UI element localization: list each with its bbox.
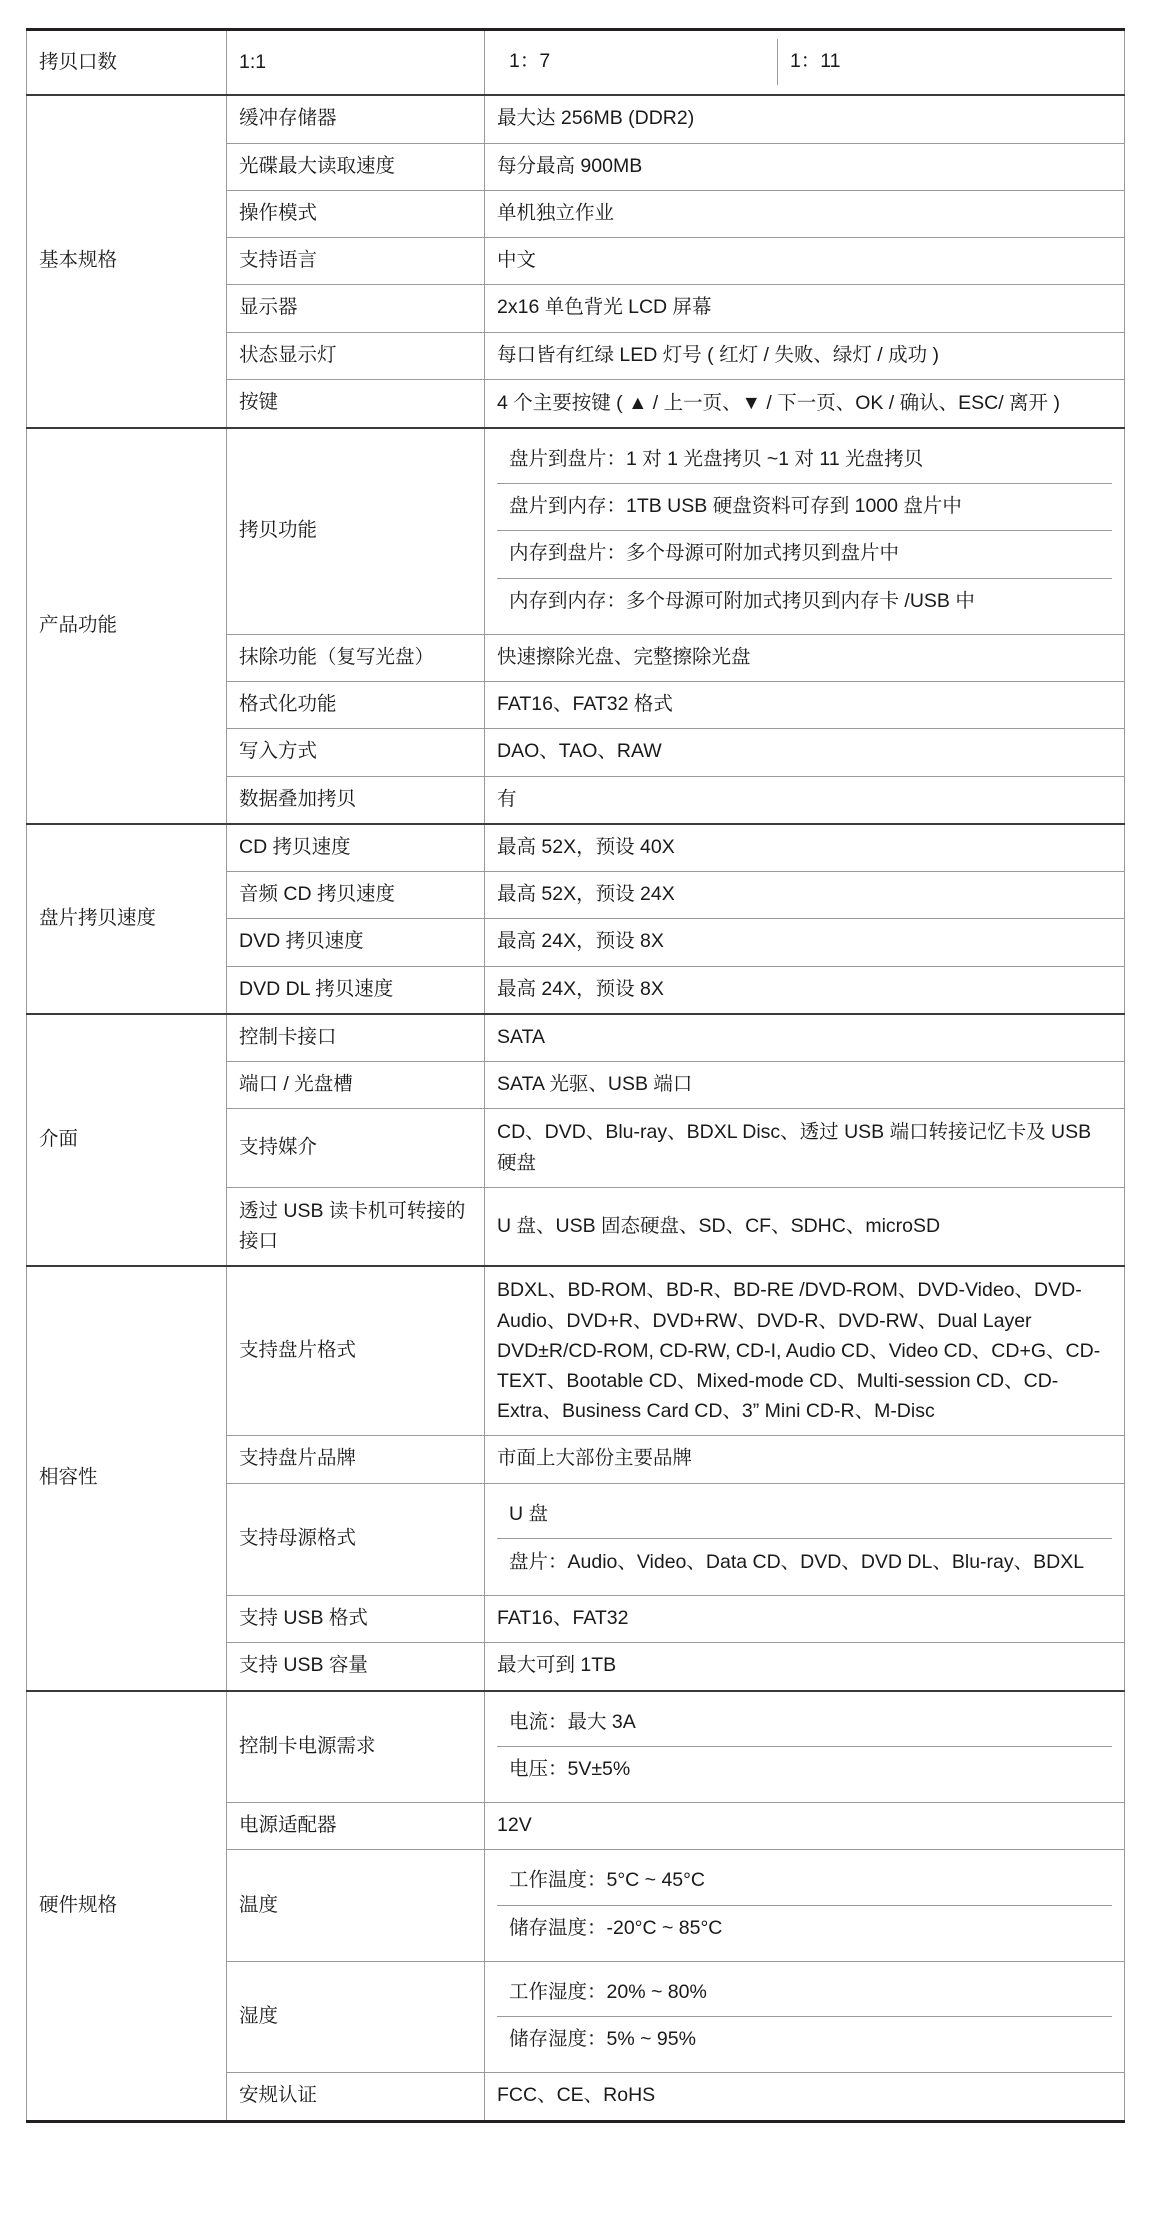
header-ports-split xyxy=(497,39,1112,85)
item-label: 写入方式 xyxy=(227,729,485,776)
subvalue-row xyxy=(497,1492,1112,1539)
item-value: CD、DVD、Blu-ray、BDXL Disc、透过 USB 端口转接记忆卡及 USB 硬盘 xyxy=(485,1109,1125,1187)
table-row xyxy=(27,1691,1125,1803)
subvalue: 储存温度：-20°C ~ 85°C xyxy=(497,1905,1112,1952)
item-value-group xyxy=(485,428,1125,635)
item-value: 2x16 单色背光 LCD 屏幕 xyxy=(485,285,1125,332)
item-value-group xyxy=(485,1850,1125,1962)
subvalue: 盘片到内存：1TB USB 硬盘资料可存到 1000 盘片中 xyxy=(497,484,1112,531)
item-value: DAO、TAO、RAW xyxy=(485,729,1125,776)
item-label: 电源适配器 xyxy=(227,1803,485,1850)
item-label: 支持 USB 容量 xyxy=(227,1643,485,1691)
table-row xyxy=(27,1014,1125,1062)
header-port-11: 1：11 xyxy=(777,39,1112,85)
item-value: 中文 xyxy=(485,238,1125,285)
item-label: 状态显示灯 xyxy=(227,332,485,379)
header-label: 拷贝口数 xyxy=(27,30,227,96)
subvalue-row xyxy=(497,1858,1112,1905)
subvalue: 内存到盘片：多个母源可附加式拷贝到盘片中 xyxy=(497,531,1112,578)
subvalue-list xyxy=(497,1970,1112,2064)
item-value: 有 xyxy=(485,776,1125,824)
item-value: 最高 52X，预设 24X xyxy=(485,872,1125,919)
subvalue-row xyxy=(497,1905,1112,1952)
item-label: CD 拷贝速度 xyxy=(227,824,485,872)
subvalue-row xyxy=(497,578,1112,625)
subvalue-row xyxy=(497,484,1112,531)
subvalue-row xyxy=(497,1746,1112,1793)
table-row xyxy=(27,95,1125,143)
item-label: 操作模式 xyxy=(227,190,485,237)
item-label: 抹除功能（复写光盘） xyxy=(227,634,485,681)
item-value: FAT16、FAT32 格式 xyxy=(485,682,1125,729)
subvalue-row xyxy=(497,437,1112,484)
item-value: 最大可到 1TB xyxy=(485,1643,1125,1691)
item-label: 支持媒介 xyxy=(227,1109,485,1187)
item-value: SATA xyxy=(485,1014,1125,1062)
item-value-group xyxy=(485,1961,1125,2073)
subvalue-list xyxy=(497,437,1112,625)
subvalue-row xyxy=(497,531,1112,578)
section-label-interface: 介面 xyxy=(27,1014,227,1266)
section-label-copy-speed: 盘片拷贝速度 xyxy=(27,824,227,1014)
item-value: 每口皆有红绿 LED 灯号 ( 红灯 / 失败、绿灯 / 成功 ) xyxy=(485,332,1125,379)
item-label: 数据叠加拷贝 xyxy=(227,776,485,824)
section-label-compatibility: 相容性 xyxy=(27,1266,227,1690)
item-value-group xyxy=(485,1691,1125,1803)
spec-table-body xyxy=(27,30,1125,2122)
header-ports-row xyxy=(497,39,1112,85)
subvalue-list xyxy=(497,1492,1112,1586)
item-label: 湿度 xyxy=(227,1961,485,2073)
item-value: 12V xyxy=(485,1803,1125,1850)
item-label: DVD DL 拷贝速度 xyxy=(227,966,485,1014)
item-value-group xyxy=(485,1483,1125,1595)
item-value: 最高 52X，预设 40X xyxy=(485,824,1125,872)
item-label: 控制卡接口 xyxy=(227,1014,485,1062)
item-label: DVD 拷贝速度 xyxy=(227,919,485,966)
item-value: 最高 24X，预设 8X xyxy=(485,966,1125,1014)
section-label-basic: 基本规格 xyxy=(27,95,227,428)
subvalue: 盘片：Audio、Video、Data CD、DVD、DVD DL、Blu-ray、BDXL xyxy=(497,1538,1112,1586)
item-label: 按键 xyxy=(227,379,485,428)
subvalue-row xyxy=(497,1970,1112,2017)
item-label: 控制卡电源需求 xyxy=(227,1691,485,1803)
item-value: SATA 光驱、USB 端口 xyxy=(485,1062,1125,1109)
item-value: 每分最高 900MB xyxy=(485,143,1125,190)
header-ports-group xyxy=(485,30,1125,96)
item-label: 支持母源格式 xyxy=(227,1483,485,1595)
subvalue: 内存到内存：多个母源可附加式拷贝到内存卡 /USB 中 xyxy=(497,578,1112,625)
item-label: 拷贝功能 xyxy=(227,428,485,635)
subvalue-row xyxy=(497,1700,1112,1747)
item-value: 最大达 256MB (DDR2) xyxy=(485,95,1125,143)
item-label: 端口 / 光盘槽 xyxy=(227,1062,485,1109)
subvalue: 电压：5V±5% xyxy=(497,1746,1112,1793)
header-port-7: 1：7 xyxy=(497,39,777,85)
subvalue-row xyxy=(497,2017,1112,2064)
specification-table xyxy=(26,28,1125,2123)
header-port-1: 1:1 xyxy=(227,30,485,96)
item-label: 显示器 xyxy=(227,285,485,332)
subvalue-list xyxy=(497,1700,1112,1794)
item-label: 支持 USB 格式 xyxy=(227,1596,485,1643)
item-value: FAT16、FAT32 xyxy=(485,1596,1125,1643)
item-label: 支持盘片品牌 xyxy=(227,1436,485,1483)
item-label: 格式化功能 xyxy=(227,682,485,729)
table-header-row xyxy=(27,30,1125,96)
item-label: 光碟最大读取速度 xyxy=(227,143,485,190)
subvalue: 盘片到盘片：1 对 1 光盘拷贝 ~1 对 11 光盘拷贝 xyxy=(497,437,1112,484)
subvalue: 工作温度：5°C ~ 45°C xyxy=(497,1858,1112,1905)
item-label: 缓冲存储器 xyxy=(227,95,485,143)
item-value: 单机独立作业 xyxy=(485,190,1125,237)
item-label: 透过 USB 读卡机可转接的接口 xyxy=(227,1187,485,1266)
subvalue: 工作湿度：20% ~ 80% xyxy=(497,1970,1112,2017)
item-value: 4 个主要按键 ( ▲ / 上一页、▼ / 下一页、OK / 确认、ESC/ 离开 ) xyxy=(485,379,1125,428)
subvalue: 电流：最大 3A xyxy=(497,1700,1112,1747)
item-value: U 盘、USB 固态硬盘、SD、CF、SDHC、microSD xyxy=(485,1187,1125,1266)
section-label-features: 产品功能 xyxy=(27,428,227,824)
item-label: 音频 CD 拷贝速度 xyxy=(227,872,485,919)
item-label: 温度 xyxy=(227,1850,485,1962)
subvalue-row xyxy=(497,1538,1112,1586)
subvalue: 储存湿度：5% ~ 95% xyxy=(497,2017,1112,2064)
subvalue-list xyxy=(497,1858,1112,1952)
table-row xyxy=(27,428,1125,635)
item-value: 最高 24X，预设 8X xyxy=(485,919,1125,966)
item-value: 市面上大部份主要品牌 xyxy=(485,1436,1125,1483)
item-value: BDXL、BD-ROM、BD-R、BD-RE /DVD-ROM、DVD-Video、DVD-Audio、DVD+R、DVD+RW、DVD-R、DVD-RW、Dual Layer DVD±R/CD-ROM, CD-RW, CD-I, Audio CD、Video CD、CD+G、CD-TEXT、Bootable CD、Mixed-mode CD、Multi-session CD、CD-Extra、Business Card CD、3” Mini CD-R、M-Disc xyxy=(485,1266,1125,1436)
section-label-hardware: 硬件规格 xyxy=(27,1691,227,2122)
table-row xyxy=(27,824,1125,872)
item-value: 快速擦除光盘、完整擦除光盘 xyxy=(485,634,1125,681)
item-value: FCC、CE、RoHS xyxy=(485,2073,1125,2121)
subvalue: U 盘 xyxy=(497,1492,1112,1539)
table-row xyxy=(27,1266,1125,1436)
item-label: 支持盘片格式 xyxy=(227,1266,485,1436)
item-label: 安规认证 xyxy=(227,2073,485,2121)
item-label: 支持语言 xyxy=(227,238,485,285)
